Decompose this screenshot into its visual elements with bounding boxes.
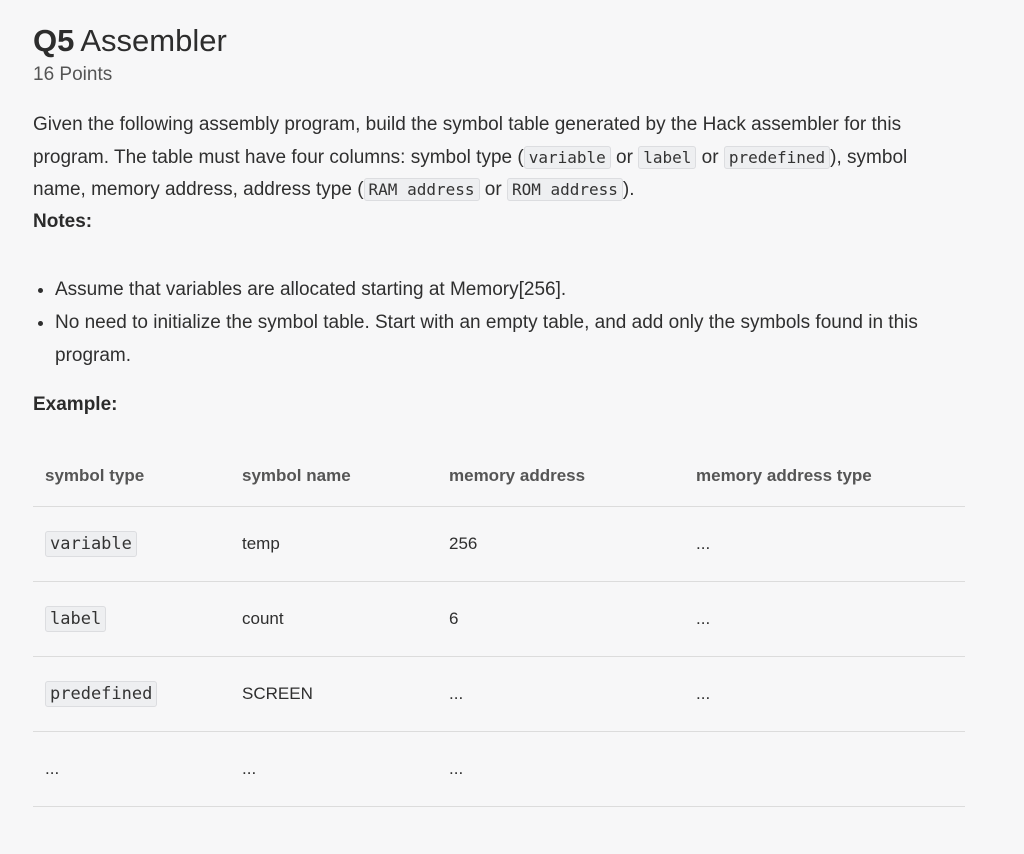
table-row — [33, 506, 965, 581]
prompt-or: or — [479, 179, 507, 200]
cell-memory-address-type: ... — [684, 581, 965, 656]
table-header-row — [33, 466, 965, 507]
prompt-or: or — [610, 146, 639, 168]
cell-memory-address: 6 — [437, 581, 684, 656]
code-symbol-type: predefined — [45, 681, 157, 707]
cell-symbol-type — [33, 656, 230, 731]
question-prompt — [33, 109, 933, 207]
question-points: 16 Points — [33, 64, 113, 85]
cell-symbol-name: count — [230, 581, 437, 656]
prompt-end: ). — [622, 179, 635, 200]
notes-heading: Notes: — [33, 210, 93, 232]
cell-symbol-type — [33, 506, 230, 581]
code-symbol-type: label — [45, 606, 106, 632]
cell-memory-address: ... — [437, 731, 684, 806]
code-ram-address: RAM address — [364, 178, 480, 201]
list-item: • Assume that variables are allocated starting at Memory[256]. — [55, 273, 955, 306]
cell-memory-address-type: ... — [684, 656, 965, 731]
cell-symbol-type — [33, 581, 230, 656]
code-predefined: predefined — [724, 146, 830, 169]
cell-symbol-name: SCREEN — [230, 656, 437, 731]
notes-list — [33, 273, 955, 372]
question-title-text: Assembler — [80, 23, 227, 58]
prompt-or: or — [696, 146, 724, 168]
prompt-intro: Given the following assembly program, build the symbol table generated by the Hack assembler for this program. The table must have four columns: symbol type ( — [33, 114, 902, 168]
list-item: • No need to initialize the symbol table. Start with an empty table, and add only the symbols found in this program. — [55, 306, 955, 372]
question-panel — [33, 22, 973, 807]
table-row — [33, 731, 965, 806]
example-table — [33, 466, 965, 807]
cell-symbol-type: ... — [33, 731, 230, 806]
cell-memory-address: ... — [437, 656, 684, 731]
code-label: label — [638, 146, 696, 169]
column-header-memory-address: memory address — [437, 466, 684, 507]
column-header-symbol-type: symbol type — [33, 466, 230, 507]
cell-memory-address-type — [684, 731, 965, 806]
column-header-memory-address-type: memory address type — [684, 466, 965, 507]
cell-memory-address-type: ... — [684, 506, 965, 581]
code-rom-address: ROM address — [507, 178, 623, 201]
question-title — [33, 22, 973, 60]
prompt-mid: ), symbol name, memory address, address type ( — [33, 146, 908, 200]
cell-memory-address: 256 — [437, 506, 684, 581]
cell-symbol-name: ... — [230, 731, 437, 806]
column-header-symbol-name: symbol name — [230, 466, 437, 507]
code-variable: variable — [524, 146, 611, 169]
cell-symbol-name: temp — [230, 506, 437, 581]
question-number: Q5 — [33, 23, 75, 58]
example-heading: Example: — [33, 393, 118, 415]
table-row — [33, 581, 965, 656]
table-row — [33, 656, 965, 731]
code-symbol-type: variable — [45, 531, 137, 557]
